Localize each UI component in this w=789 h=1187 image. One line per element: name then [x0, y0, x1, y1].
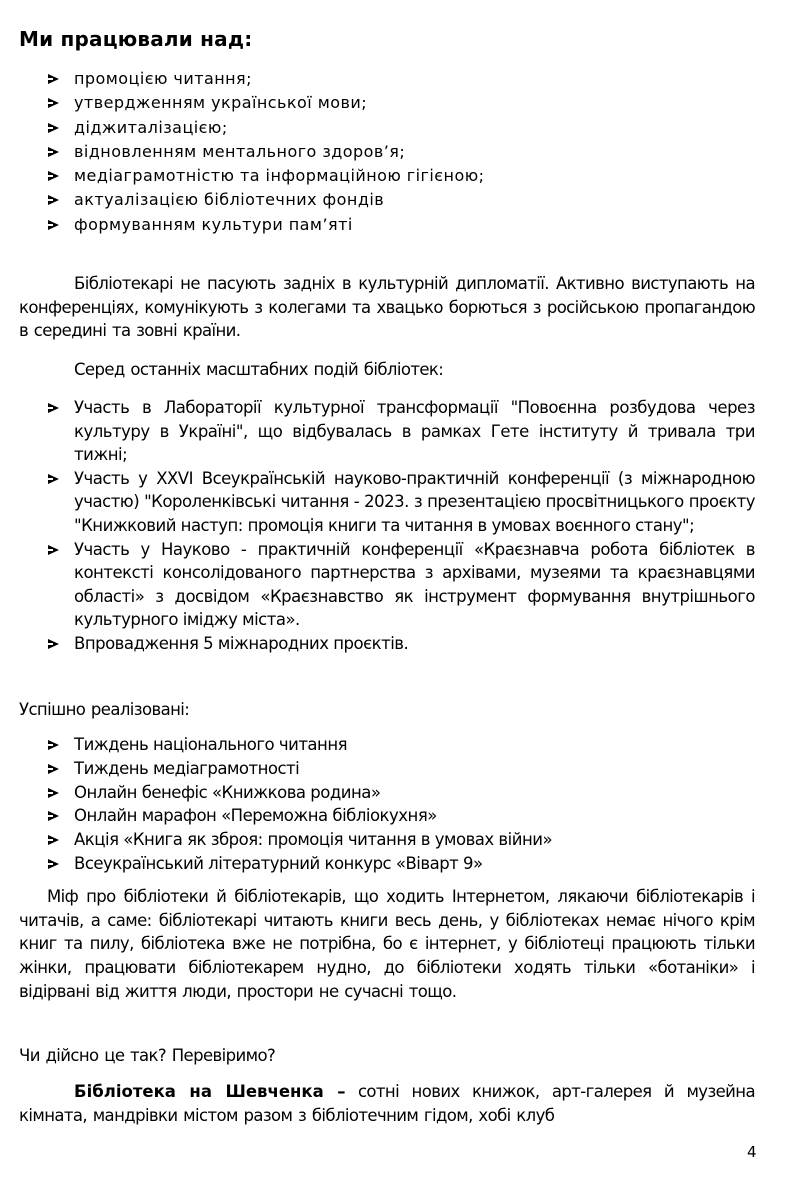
arrow-bullet-icon: [48, 403, 59, 413]
arrow-bullet-icon: [48, 98, 59, 108]
arrow-bullet-icon: [48, 195, 59, 205]
arrow-bullet-icon: [48, 764, 59, 774]
list-item: Тиждень національного читання: [48, 733, 755, 757]
question-line: Чи дійсно це так? Перевіримо?: [19, 1046, 276, 1065]
arrow-bullet-icon: [48, 811, 59, 821]
list-item: відновленням ментального здоров’я;: [48, 140, 748, 164]
implemented-intro: Успішно реалізовані:: [19, 700, 190, 719]
arrow-bullet-icon: [48, 123, 59, 133]
list-item: Участь в Лабораторії культурної трансформації "Повоєнна розбудова через культуру в Україні", що відбувалась в рамках Гете інституту й тривала три тижні;: [48, 396, 755, 467]
library-name: Бібліотека на Шевченка –: [74, 1082, 346, 1101]
list-item: Всеукраїнський літературний конкурс «Віварт 9»: [48, 852, 755, 876]
list-item: Участь у Науково - практичній конференції «Краєзнавча робота бібліотек в контексті консолідованого партнерства з архівами, музеями та краєзнавцями області» з досвідом «Краєзнавство як інструмент формування внутрішнього культурного іміджу міста».: [48, 538, 755, 632]
arrow-bullet-icon: [48, 220, 59, 230]
list-item: Онлайн марафон «Переможна бібліокухня»: [48, 804, 755, 828]
list-item: Впровадження 5 міжнародних проєктів.: [48, 632, 755, 656]
arrow-bullet-icon: [48, 74, 59, 84]
list-item: Участь у XXVI Всеукраїнській науково-практичній конференції (з міжнародною участю) "Короленківські читання - 2023. з презентацією просвітницького проєкту "Книжковий наступ: промоція книги та читання в умовах воєнного стану";: [48, 467, 755, 538]
paragraph-diplomacy: Бібліотекарі не пасують задніх в культурній дипломатії. Активно виступають на конференціях, комунікують з колегами та хвацько борються з російською пропагандою в середині та зовні країни.: [19, 274, 755, 340]
list-item: медіаграмотністю та інформаційною гігієною;: [48, 164, 748, 188]
list-item: Тиждень медіаграмотності: [48, 757, 755, 781]
events-list: [48, 396, 755, 656]
list-item: Онлайн бенефіс «Книжкова родина»: [48, 781, 755, 805]
arrow-bullet-icon: [48, 740, 59, 750]
list-item: актуалізацією бібліотечних фондів: [48, 188, 748, 212]
arrow-bullet-icon: [48, 545, 59, 555]
list-item: Акція «Книга як зброя: промоція читання в умовах війни»: [48, 828, 755, 852]
paragraph-shevchenko: Бібліотека на Шевченка – сотні нових книжок, арт-галерея й музейна кімната, мандрівки містом разом з бібліотечним гідом, хобі клуб: [19, 1082, 756, 1125]
list-item: утвердженням української мови;: [48, 91, 748, 115]
paragraph-myth: Міф про бібліотеки й бібліотекарів, що ходить Інтернетом, лякаючи бібліотекарів і читачів, а саме: бібліотекарі читають книги весь день, у бібліотеках немає нічого крім книг та пилу, бібліотека вже не потрібна, бо є інтернет, у бібліотеці працюють тільки жінки, працювати бібліотекарем нудно, до бібліотеки ходять тільки «ботаніки» і відірвані від життя люди, простори не сучасні тощо.: [19, 887, 755, 1001]
page-number: 4: [746, 1143, 756, 1161]
list-item: формуванням культури пам’яті: [48, 213, 748, 237]
events-intro: Серед останніх масштабних подій бібліотек:: [74, 360, 444, 379]
list-item: діджиталізацією;: [48, 116, 748, 140]
arrow-bullet-icon: [48, 788, 59, 798]
worked-on-list: [48, 67, 748, 237]
implemented-list: [48, 733, 755, 876]
list-item: промоцією читання;: [48, 67, 748, 91]
arrow-bullet-icon: [48, 147, 59, 157]
arrow-bullet-icon: [48, 171, 59, 181]
section-heading: Ми працювали над:: [19, 27, 253, 51]
arrow-bullet-icon: [48, 859, 59, 869]
arrow-bullet-icon: [48, 639, 59, 649]
arrow-bullet-icon: [48, 474, 59, 484]
arrow-bullet-icon: [48, 835, 59, 845]
